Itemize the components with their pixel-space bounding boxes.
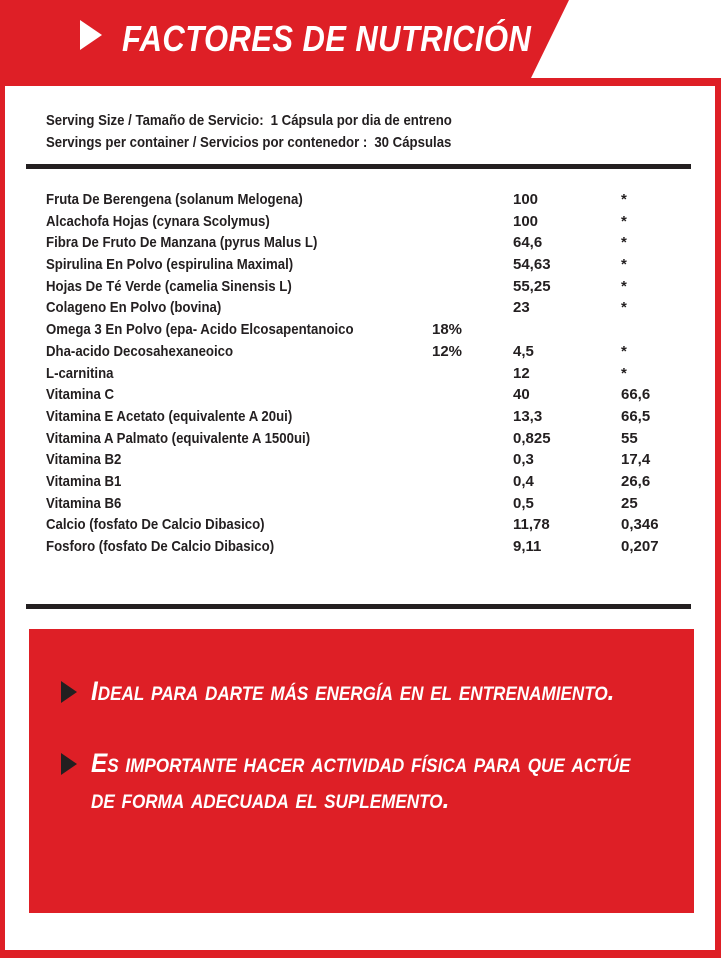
table-row bbox=[46, 514, 686, 536]
page-title: FACTORES DE NUTRICIÓN bbox=[122, 18, 532, 59]
ingredient-amount: 0,3 bbox=[513, 451, 534, 469]
ingredient-amount: 0,4 bbox=[513, 472, 534, 490]
ingredient-daily-value: 66,5 bbox=[621, 407, 651, 425]
ingredient-percent: 18% bbox=[432, 321, 463, 339]
ingredient-daily-value: 0,346 bbox=[621, 516, 659, 534]
ingredient-amount: 13,3 bbox=[513, 407, 543, 425]
ingredient-amount: 64,6 bbox=[513, 234, 543, 252]
table-row bbox=[46, 493, 686, 515]
ingredient-amount: 9,11 bbox=[513, 538, 542, 555]
ingredient-name: Hojas De Té Verde (camelia Sinensis L) bbox=[46, 277, 292, 295]
header-banner bbox=[0, 0, 721, 86]
ingredient-amount: 54,63 bbox=[513, 256, 551, 274]
play-arrow-icon bbox=[80, 20, 102, 50]
ingredient-name: Vitamina E Acetato (equivalente A 20ui) bbox=[46, 407, 293, 425]
benefit-text: Ideal para darte más energía en el entrenamiento. bbox=[91, 676, 615, 706]
ingredient-name: Fibra De Fruto De Manzana (pyrus Malus L) bbox=[46, 234, 318, 252]
ingredient-name: Alcachofa Hojas (cynara Scolymus) bbox=[46, 212, 270, 230]
table-row bbox=[46, 254, 686, 276]
ingredient-name: Omega 3 En Polvo (epa- Acido Elcosapentanoico bbox=[46, 321, 354, 339]
servings-per-container-line bbox=[46, 132, 452, 154]
table-row bbox=[46, 384, 686, 406]
ingredient-amount: 11,78 bbox=[513, 516, 550, 534]
ingredient-amount: 4,5 bbox=[513, 342, 534, 360]
ingredient-daily-value: * bbox=[621, 256, 627, 274]
ingredient-name: Dha-acido Decosahexaneoico bbox=[46, 342, 234, 360]
ingredient-name: Vitamina B1 bbox=[46, 472, 122, 490]
table-row bbox=[46, 319, 686, 341]
header-underline bbox=[0, 78, 721, 86]
table-row bbox=[46, 363, 686, 385]
ingredients-table bbox=[46, 189, 686, 558]
triangle-bullet-icon bbox=[61, 681, 77, 703]
ingredient-name: Calcio (fosfato De Calcio Dibasico) bbox=[46, 516, 265, 534]
ingredient-amount: 0,825 bbox=[513, 429, 551, 447]
table-row bbox=[46, 536, 686, 558]
ingredient-percent: 12% bbox=[432, 342, 463, 360]
servings-per-container-label: Servings per container / Servicios por contenedor : bbox=[46, 134, 368, 151]
ingredient-amount: 23 bbox=[513, 299, 530, 317]
divider-bottom bbox=[26, 604, 691, 609]
ingredient-daily-value: * bbox=[621, 342, 627, 360]
ingredient-name: L-carnitina bbox=[46, 364, 114, 382]
ingredient-daily-value: * bbox=[621, 191, 627, 208]
table-row bbox=[46, 297, 686, 319]
ingredient-name: Spirulina En Polvo (espirulina Maximal) bbox=[46, 256, 294, 274]
triangle-bullet-icon bbox=[61, 753, 77, 775]
ingredient-daily-value: 17,4 bbox=[621, 451, 651, 469]
ingredient-daily-value: 26,6 bbox=[621, 472, 651, 490]
ingredient-daily-value: * bbox=[621, 299, 627, 317]
table-row bbox=[46, 189, 686, 211]
ingredient-amount: 12 bbox=[513, 364, 530, 382]
ingredient-daily-value: 55 bbox=[621, 429, 638, 447]
ingredient-daily-value: * bbox=[621, 212, 627, 230]
ingredient-daily-value: 66,6 bbox=[621, 386, 651, 404]
table-row bbox=[46, 406, 686, 428]
table-row bbox=[46, 341, 686, 363]
ingredient-name: Fruta De Berengena (solanum Melogena) bbox=[46, 191, 303, 208]
table-row bbox=[46, 232, 686, 254]
ingredient-amount: 100 bbox=[513, 212, 539, 230]
ingredient-amount: 55,25 bbox=[513, 277, 551, 295]
benefit-text: Es importante hacer actividad física para que actúe de forma adecuada el suplemento. bbox=[91, 748, 631, 814]
ingredient-amount: 40 bbox=[513, 386, 530, 404]
ingredient-name: Vitamina B6 bbox=[46, 494, 122, 512]
table-row bbox=[46, 276, 686, 298]
ingredient-name: Fosforo (fosfato De Calcio Dibasico) bbox=[46, 538, 275, 555]
divider-top bbox=[26, 164, 691, 169]
ingredient-name: Vitamina A Palmato (equivalente A 1500ui) bbox=[46, 429, 311, 447]
servings-per-container-value: 30 Cápsulas bbox=[374, 134, 452, 151]
serving-info bbox=[46, 110, 452, 154]
header-corner-cut bbox=[531, 0, 721, 78]
ingredient-daily-value: * bbox=[621, 277, 627, 295]
ingredient-name: Colageno En Polvo (bovina) bbox=[46, 299, 222, 317]
table-row bbox=[46, 471, 686, 493]
ingredient-amount: 100 bbox=[513, 191, 539, 208]
ingredient-daily-value: * bbox=[621, 364, 627, 382]
ingredient-name: Vitamina B2 bbox=[46, 451, 122, 469]
ingredient-daily-value: * bbox=[621, 234, 627, 252]
ingredient-daily-value: 25 bbox=[621, 494, 638, 512]
table-row bbox=[46, 449, 686, 471]
table-row bbox=[46, 211, 686, 233]
table-row bbox=[46, 428, 686, 450]
serving-size-line bbox=[46, 110, 452, 132]
ingredient-name: Vitamina C bbox=[46, 386, 114, 404]
serving-size-label: Serving Size / Tamaño de Servicio: bbox=[46, 112, 264, 129]
serving-size-value: 1 Cápsula por dia de entreno bbox=[270, 112, 452, 129]
ingredient-amount: 0,5 bbox=[513, 494, 534, 512]
ingredient-daily-value: 0,207 bbox=[621, 538, 659, 555]
benefits-box bbox=[29, 629, 694, 913]
